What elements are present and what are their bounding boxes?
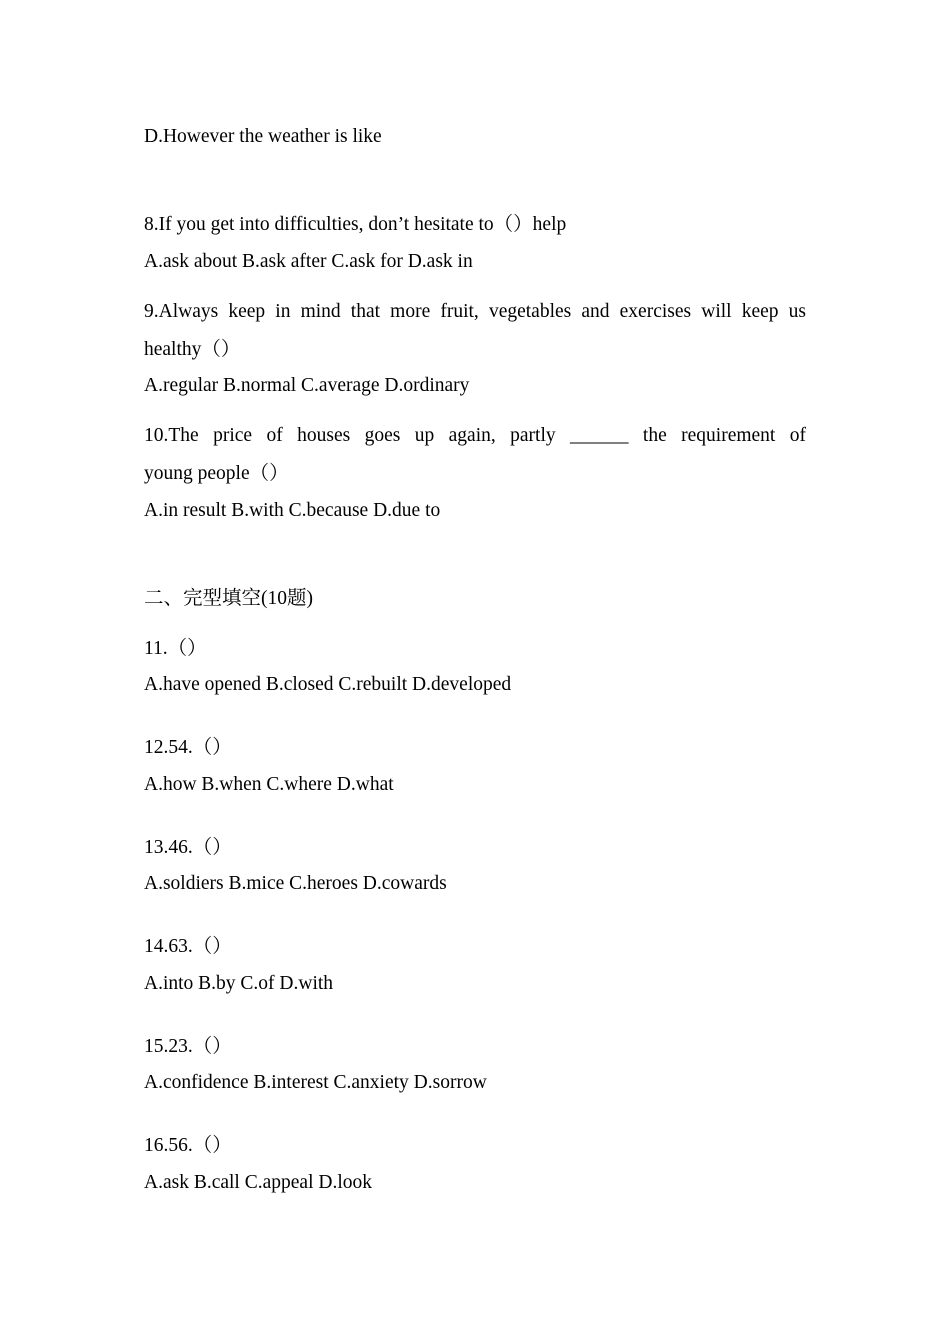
question-15-options: A.confidence B.interest C.anxiety D.sorrow	[144, 1072, 487, 1093]
question-9-stem-line1: 9.Always keep in mind that more fruit, vegetables and exercises will keep us	[144, 301, 806, 322]
q7-option-d: D.However the weather is like	[144, 126, 382, 147]
question-9-stem-line2: healthy（）	[144, 339, 241, 360]
question-16-stem: 16.56.（）	[144, 1135, 232, 1156]
question-13-stem: 13.46.（）	[144, 837, 232, 858]
question-15-stem: 15.23.（）	[144, 1036, 232, 1057]
question-8-options: A.ask about B.ask after C.ask for D.ask in	[144, 251, 473, 272]
question-14-options: A.into B.by C.of D.with	[144, 973, 334, 994]
question-16-options: A.ask B.call C.appeal D.look	[144, 1172, 372, 1193]
question-8-stem: 8.If you get into difficulties, don’t hesitate to（）help	[144, 214, 567, 235]
question-10-stem-line1: 10.The price of houses goes up again, partly ______ the requirement of	[144, 425, 806, 446]
section-title: 二、完型填空(10题)	[144, 588, 313, 609]
question-9-options: A.regular B.normal C.average D.ordinary	[144, 375, 470, 396]
question-10-options: A.in result B.with C.because D.due to	[144, 500, 441, 521]
question-12-stem: 12.54.（）	[144, 737, 232, 758]
question-12-options: A.how B.when C.where D.what	[144, 774, 394, 795]
question-13-options: A.soldiers B.mice C.heroes D.cowards	[144, 873, 447, 894]
question-11-stem: 11.（）	[144, 638, 207, 659]
question-11-options: A.have opened B.closed C.rebuilt D.developed	[144, 674, 512, 695]
question-10-stem-line2: young people（）	[144, 463, 289, 484]
question-14-stem: 14.63.（）	[144, 936, 232, 957]
